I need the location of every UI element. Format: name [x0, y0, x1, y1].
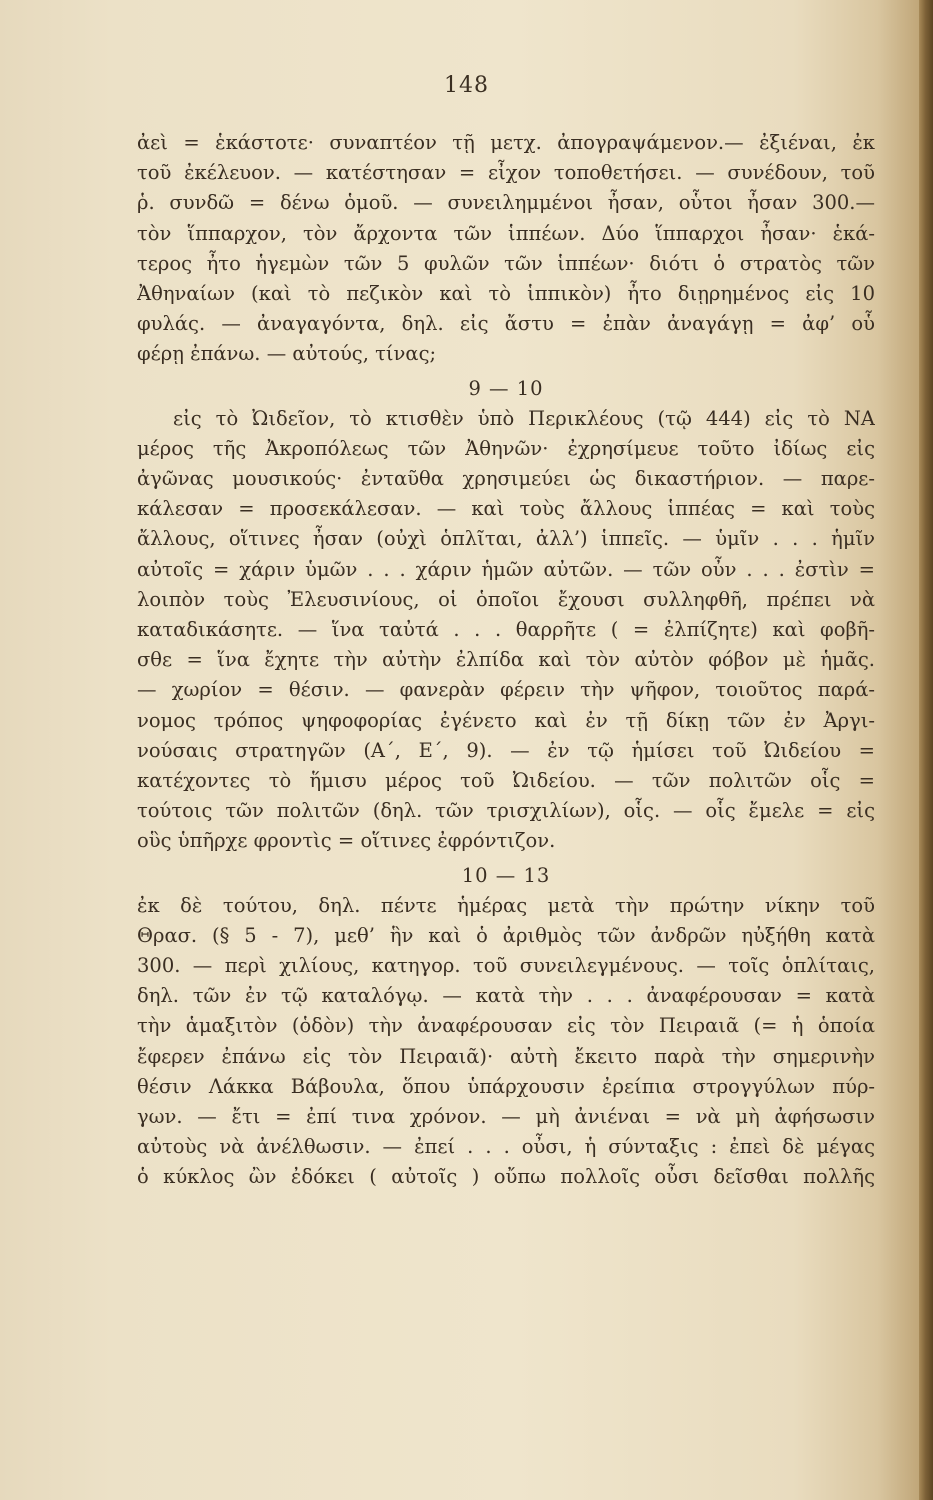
text-line: εἰς τὸ Ὠιδεῖον, τὸ κτισθὲν ὑπὸ Περικλέους (τῷ 444) εἰς τὸ ΝΑ	[173, 406, 875, 430]
text-line: κατέχοντες τὸ ἥμισυ μέρος τοῦ Ὠιδείου. — τῶν πολιτῶν οἷς =	[137, 768, 875, 792]
text-line: γων. — ἔτι = ἐπί τινα χρόνον. — μὴ ἀνιέναι = νὰ μὴ ἀφήσωσιν	[137, 1105, 875, 1128]
text-line: ῥ. συνδῶ = δένω ὁμοῦ. — συνειλημμένοι ἦσαν, οὗτοι ἦσαν 300.—	[137, 191, 875, 215]
text-line: τὴν ἁμαξιτὸν (ὁδὸν) τὴν ἀναφέρουσαν εἰς τὸν Πειραιᾶ (= ἡ ὁποία	[137, 1014, 875, 1038]
page-binding-edge	[919, 0, 933, 1500]
text-line: τούτοις τῶν πολιτῶν (δηλ. τῶν τρισχιλίων), οἷς. — οἷς ἔμελε = εἰς	[137, 799, 875, 823]
text-line: ἀγῶνας μουσικούς· ἐνταῦθα χρησιμεύει ὡς δικαστήριον. — παρε-	[137, 467, 875, 491]
text-line: μέρος τῆς Ἀκροπόλεως τῶν Ἀθηνῶν· ἐχρησίμευε τοῦτο ἰδίως εἰς	[137, 436, 875, 460]
text-line: δηλ. τῶν ἐν τῷ καταλόγῳ. — κατὰ τὴν . . . ἀναφέρουσαν = κατὰ	[137, 984, 875, 1008]
text-line: Ἀθηναίων (καὶ τὸ πεζικὸν καὶ τὸ ἱππικὸν) ἦτο διῃρημένος εἰς 10	[137, 281, 875, 305]
text-line: Θρασ. (§ 5 - 7), μεθ’ ἣν καὶ ὁ ἀριθμὸς τῶν ἀνδρῶν ηὐξήθη κατὰ	[137, 923, 875, 947]
text-line: ἀεὶ = ἑκάστοτε· συναπτέον τῇ μετχ. ἀπογραψάμενον.— ἐξιέναι, ἐκ	[137, 131, 875, 154]
paragraph-block-2	[137, 404, 875, 857]
text-line: τὸν ἵππαρχον, τὸν ἄρχοντα τῶν ἱππέων. Δύο ἵππαρχοι ἦσαν· ἑκά-	[137, 221, 875, 245]
paragraph-block-1	[137, 128, 875, 370]
text-line: — χωρίον = θέσιν. — φανερὰν φέρειν τὴν ψῆφον, τοιοῦτος παρά-	[137, 678, 875, 702]
text-line: ἔφερεν ἐπάνω εἰς τὸν Πειραιᾶ)· αὐτὴ ἔκειτο παρὰ τὴν σημερινὴν	[137, 1044, 875, 1068]
text-line: φυλάς. — ἀναγαγόντα, δηλ. εἰς ἄστυ = ἐπὰν ἀναγάγῃ = ἀφ’ οὗ	[137, 312, 875, 336]
section-heading-9-10: 9 — 10	[468, 376, 544, 400]
text-line: ὁ κύκλος ὢν ἐδόκει ( αὐτοῖς ) οὔπω πολλοῖς οὖσι δεῖσθαι πολλῆς	[137, 1165, 875, 1189]
paragraph-block-3	[137, 891, 875, 1193]
text-line: ἄλλους, οἵτινες ἦσαν (οὐχὶ ὁπλῖται, ἀλλ’) ἱππεῖς. — ὑμῖν . . . ἡμῖν	[137, 527, 875, 551]
text-line: 300. — περὶ χιλίους, κατηγορ. τοῦ συνειλεγμένους. — τοῖς ὁπλίταις,	[137, 954, 875, 978]
text-line: αὐτοῖς = χάριν ὑμῶν . . . χάριν ἡμῶν αὐτῶν. — τῶν οὖν . . . ἐστὶν =	[137, 557, 875, 581]
text-line: οὓς ὑπῆρχε φροντὶς = οἵτινες ἐφρόντιζον.	[137, 829, 556, 853]
text-line: αὐτοὺς νὰ ἀνέλθωσιν. — ἐπεί . . . οὖσι, ἡ σύνταξις : ἐπεὶ δὲ μέγας	[137, 1135, 875, 1159]
text-line: κάλεσαν = προσεκάλεσαν. — καὶ τοὺς ἄλλους ἱππέας = καὶ τοὺς	[137, 497, 875, 521]
text-line: νούσαις στρατηγῶν (Α΄, Ε΄, 9). — ἐν τῷ ἡμίσει τοῦ Ὠιδείου =	[137, 738, 875, 762]
text-line: σθε = ἵνα ἔχητε τὴν αὐτὴν ἐλπίδα καὶ τὸν αὐτὸν φόβον μὲ ἡμᾶς.	[137, 648, 875, 672]
text-line: ἐκ δὲ τούτου, δηλ. πέντε ἡμέρας μετὰ τὴν πρώτην νίκην τοῦ	[137, 893, 875, 917]
text-line: λοιπὸν τοὺς Ἐλευσινίους, οἱ ὁποῖοι ἔχουσι συλληφθῆ, πρέπει νὰ	[137, 587, 875, 611]
text-line: τερος ἦτο ἡγεμὼν τῶν 5 φυλῶν τῶν ἱππέων· διότι ὁ στρατὸς τῶν	[137, 251, 875, 275]
section-heading-10-13: 10 — 13	[461, 863, 551, 887]
text-line: φέρῃ ἐπάνω. — αὐτούς, τίνας;	[137, 342, 437, 366]
text-line: καταδικάσητε. — ἵνα ταὐτά . . . θαρρῆτε ( = ἐλπίζητε) καὶ φοβῆ-	[137, 618, 875, 641]
commentary-text	[137, 128, 875, 1193]
text-line: νομος τρόπος ψηφοφορίας ἐγένετο καὶ ἐν τῇ δίκῃ τῶν ἐν Ἀργι-	[137, 708, 875, 732]
text-line: θέσιν Λάκκα Βάβουλα, ὅπου ὑπάρχουσιν ἐρείπια στρογγύλων πύρ-	[137, 1074, 875, 1098]
text-line: τοῦ ἐκέλευον. — κατέστησαν = εἶχον τοποθετήσει. — συνέδουν, τοῦ	[137, 161, 875, 185]
page-number: 148	[444, 73, 489, 98]
